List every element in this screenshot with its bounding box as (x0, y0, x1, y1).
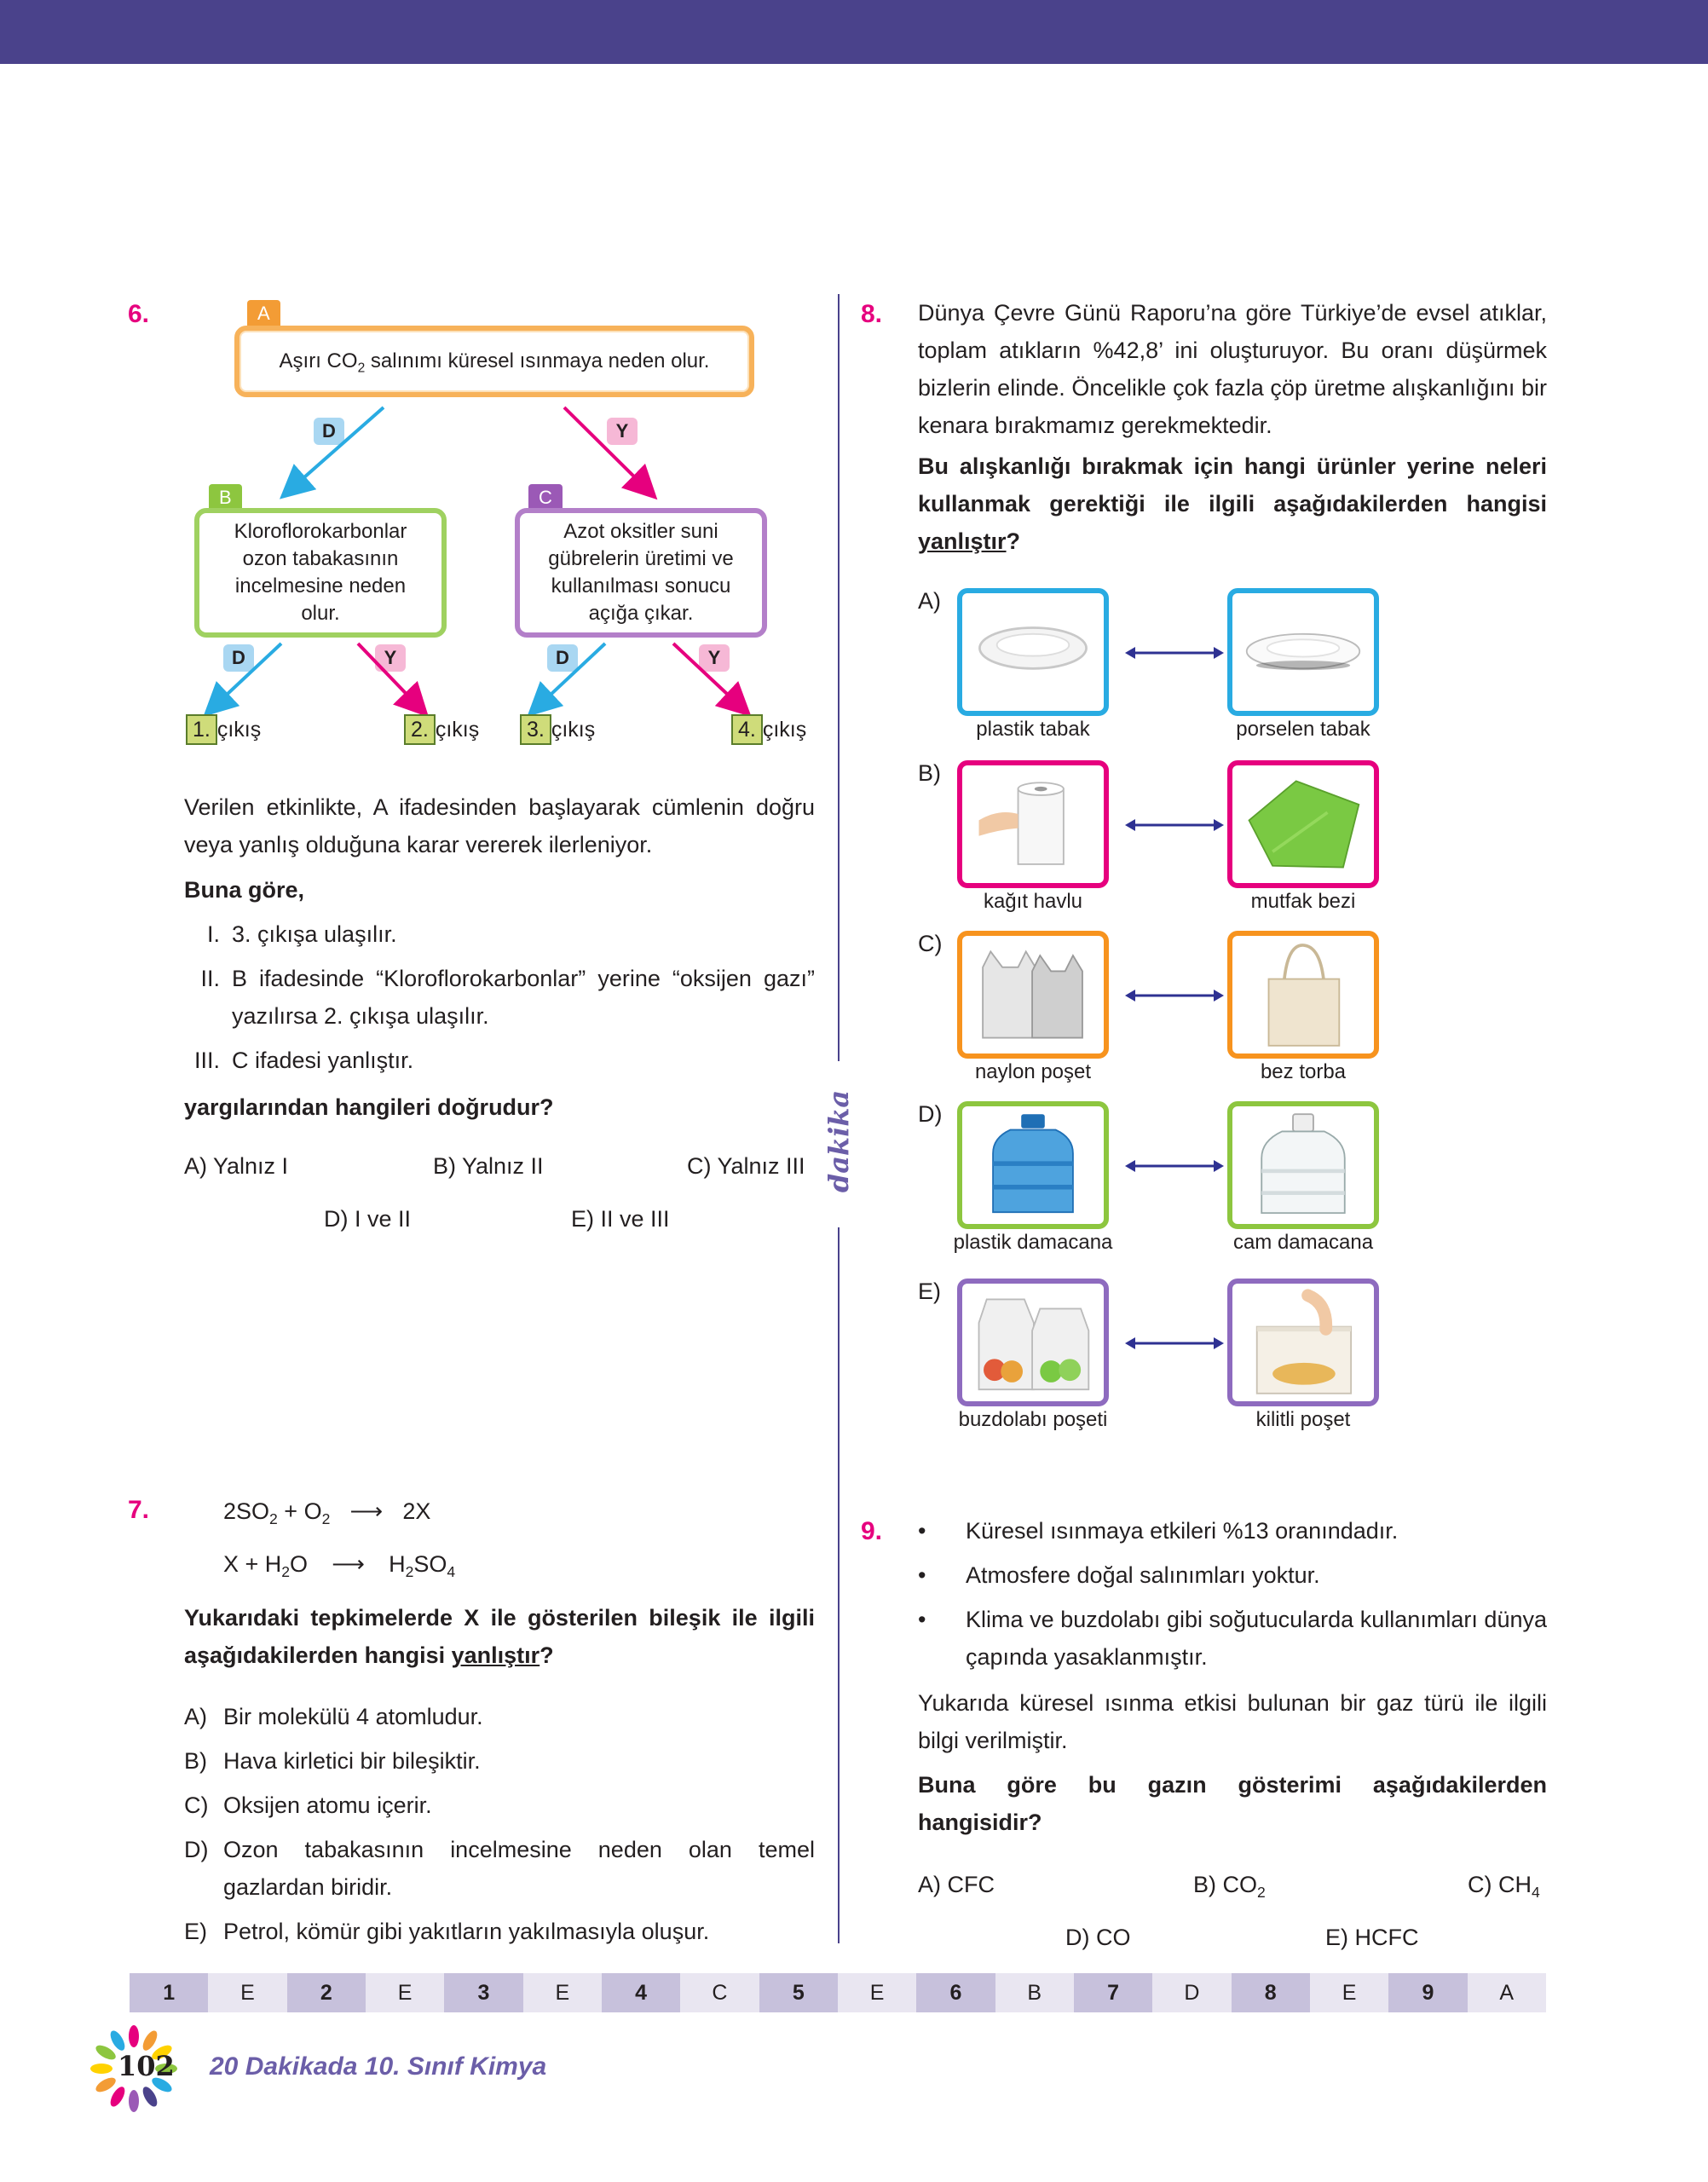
box-a-text: Aşırı $CO_2$ salınımı küresel ısınmaya neden olur. (279, 349, 710, 376)
q8-option-c-label[interactable]: C) (918, 931, 943, 956)
label-d-b: D (223, 644, 254, 672)
plastic-carboy-icon (957, 1101, 1109, 1229)
q8-option-d-right-caption: cam damacana (1232, 1231, 1374, 1254)
q9-intro: Yukarıda küresel ısınma etkisi bulunan bir gaz türü ile ilgili bilgi verilmiştir. (918, 1690, 1547, 1753)
answer-key (130, 1973, 1546, 2012)
q9-bullet-2: • Atmosfere doğal salınımları yoktur. (918, 1562, 1320, 1588)
glass-carboy-icon (1227, 1101, 1379, 1229)
answer-key-answer: B (995, 1973, 1074, 2012)
paper-towel-icon (957, 760, 1109, 888)
double-arrow-icon (1123, 1333, 1226, 1354)
q8-option-e-left-caption: buzdolabı poşeti (958, 1408, 1108, 1431)
plastic-plate-icon (957, 588, 1109, 716)
q7-option-e[interactable]: E) Petrol, kömür gibi yakıtların yakılmasıyla oluşur. (184, 1919, 710, 1944)
cloth-bag-icon (1227, 931, 1379, 1059)
question-number-6: 6. (128, 300, 150, 328)
q8-option-d-left-caption: plastik damacana (953, 1231, 1113, 1254)
arrow-b-y (358, 644, 419, 707)
answer-key-answer: E (838, 1973, 916, 2012)
q9-bullets (918, 1512, 1547, 1676)
label-y-c: Y (699, 644, 730, 672)
double-arrow-icon (1123, 643, 1226, 663)
answer-key-answer: D (1152, 1973, 1231, 2012)
exit-3: 3. çıkış (520, 714, 595, 745)
question-number-7: 7. (128, 1496, 150, 1524)
q9-question: Buna göre bu gazın gösterimi aşağıdakilerden hangisidir? (918, 1772, 1547, 1835)
answer-key-number: 4 (602, 1973, 680, 2012)
side-label: dakika (822, 1089, 855, 1193)
q6-intro: Verilen etkinlikte, A ifadesinden başlayarak cümlenin doğru veya yanlış olduğuna karar vererek ilerleniyor. (184, 794, 815, 857)
q7-option-b[interactable]: B) Hava kirletici bir bileşiktir. (184, 1748, 481, 1774)
answer-key-number: 1 (130, 1973, 208, 2012)
double-arrow-icon (1123, 1156, 1226, 1176)
fridge-bag-icon (957, 1279, 1109, 1406)
q9-option-a[interactable]: A) CFC (918, 1872, 995, 1897)
exit-1: 1. çıkış (186, 714, 261, 745)
answer-key-answer: A (1468, 1973, 1546, 2012)
q9-bullet-1: • Küresel ısınmaya etkileri %13 oranındadır. (918, 1518, 1399, 1544)
page-number: 102 (118, 2050, 175, 2082)
tag-a: A (247, 300, 280, 327)
label-y-b: Y (375, 644, 406, 672)
plastic-bag-icon (957, 931, 1109, 1059)
equation-2: $X + H_2O$ ⟶ $H_2SO_4$ (223, 1551, 456, 1581)
q9-option-c[interactable]: C) $CH_4$ (1468, 1872, 1540, 1902)
zip-bag-icon (1227, 1279, 1379, 1406)
answer-key-answer: E (366, 1973, 444, 2012)
box-c: Azot oksitler suni gübrelerin üretimi ve kullanılması sonucu açığa çıkar. (515, 508, 767, 638)
q7-option-a[interactable]: A) Bir molekülü 4 atomludur. (184, 1704, 483, 1729)
answer-key-answer: C (680, 1973, 759, 2012)
q9-option-b[interactable]: B) $CO_2$ (1193, 1872, 1266, 1902)
double-arrow-icon (1123, 815, 1226, 835)
label-d: D (314, 418, 344, 445)
q6-option-d[interactable]: D) I ve II (324, 1206, 412, 1232)
answer-key-number: 7 (1074, 1973, 1152, 2012)
answer-key-answer: E (523, 1973, 602, 2012)
equation-1: $2SO_2 + O_2$ ⟶ 2X (223, 1498, 431, 1528)
statement-1: I. 3. çıkışa ulaşılır. (206, 921, 397, 947)
statement-2: II. B ifadesinde “Kloroflorokarbonlar” yerine “oksijen gazı” yazılırsa 2. çıkışa ulaşılır. (200, 966, 815, 1029)
answer-key-number: 3 (444, 1973, 522, 2012)
q9-option-d[interactable]: D) CO (1065, 1925, 1131, 1950)
kitchen-cloth-icon (1227, 760, 1379, 888)
q8-option-b-label[interactable]: B) (918, 760, 941, 786)
question-number-9: 9. (861, 1517, 883, 1545)
column-divider-bottom (838, 1227, 840, 1943)
answer-key-number: 8 (1232, 1973, 1310, 2012)
q8-option-e-label[interactable]: E) (918, 1279, 941, 1304)
q6-lead: Buna göre, (184, 877, 305, 903)
q7-options (184, 1698, 815, 1950)
tag-b: B (209, 484, 242, 511)
q8-option-c-right-caption: bez torba (1260, 1060, 1347, 1083)
arrow-a-y (564, 407, 648, 490)
answer-key-number: 6 (916, 1973, 995, 2012)
q6-option-b[interactable]: B) Yalnız II (433, 1153, 544, 1179)
q8-option-b-right-caption: mutfak bezi (1250, 890, 1356, 913)
arrow-c-d (537, 644, 605, 707)
q8-option-e-right-caption: kilitli poşet (1255, 1408, 1351, 1431)
arrow-b-d (213, 644, 281, 707)
exit-4: 4. çıkış (731, 714, 806, 745)
q8-option-a-label[interactable]: A) (918, 588, 941, 614)
arrow-a-d (290, 407, 384, 490)
answer-key-number: 9 (1388, 1973, 1467, 2012)
answer-key-answer: E (1310, 1973, 1388, 2012)
answer-key-number: 2 (287, 1973, 366, 2012)
q6-option-a[interactable]: A) Yalnız I (184, 1153, 289, 1179)
tag-c: C (528, 484, 563, 511)
label-d-c: D (547, 644, 578, 672)
arrow-c-y (673, 644, 741, 707)
porcelain-plate-icon (1227, 588, 1379, 716)
flow-arrows (0, 0, 852, 767)
q6-option-e[interactable]: E) II ve III (571, 1206, 670, 1232)
question-number-8: 8. (861, 300, 883, 328)
q9-bullet-3: • Klima ve buzdolabı gibi soğutucularda kullanımları dünya çapında yasaklanmıştır. (918, 1607, 1547, 1670)
q6-question: yargılarından hangileri doğrudur? (184, 1094, 554, 1120)
label-y: Y (607, 418, 638, 445)
q7-option-c[interactable]: C) Oksijen atomu içerir. (184, 1792, 432, 1818)
q8-option-a-left-caption: plastik tabak (976, 718, 1090, 741)
book-title: 20 Dakikada 10. Sınıf Kimya (210, 2052, 547, 2081)
double-arrow-icon (1123, 985, 1226, 1006)
q8-option-a-right-caption: porselen tabak (1236, 718, 1370, 741)
q7-option-d[interactable]: D) Ozon tabakasının incelmesine neden olan temel gazlardan biridir. (184, 1837, 815, 1900)
answer-key-number: 5 (759, 1973, 838, 2012)
q8-option-d-label[interactable]: D) (918, 1101, 943, 1127)
q8-option-c-left-caption: naylon poşet (974, 1060, 1092, 1083)
q6-option-c[interactable]: C) Yalnız III (687, 1153, 805, 1179)
statement-3: III. C ifadesi yanlıştır. (193, 1048, 414, 1073)
column-divider-top (838, 294, 840, 1061)
exit-2: 2. çıkış (404, 714, 479, 745)
box-b: Kloroflorokarbonlar ozon tabakasının incelmesine neden olur. (194, 508, 447, 638)
q6-statements (184, 915, 815, 1079)
q8-intro: Dünya Çevre Günü Raporu’na göre Türkiye’de evsel atıklar, toplam atıkların %42,8’ ini oluşturuyor. Bu oranı düşürmek bizlerin elinde. Öncelikle çok fazla çöp üretme alışkanlığını bir kenara bırakmamız gerekmektedir. (918, 300, 1547, 438)
q8-option-b-left-caption: kağıt havlu (983, 890, 1083, 913)
q8-question: Bu alışkanlığı bırakmak için hangi ürünler yerine neleri kullanmak gerektiği ile ilgili aşağıdakilerden hangisi yanlıştır? (918, 453, 1547, 554)
q7-question: Yukarıdaki tepkimelerde X ile gösterilen bileşik ile ilgili aşağıdakilerden hangisi yanlıştır? (184, 1605, 815, 1668)
answer-key-answer: E (208, 1973, 286, 2012)
q9-option-e[interactable]: E) HCFC (1325, 1925, 1419, 1950)
